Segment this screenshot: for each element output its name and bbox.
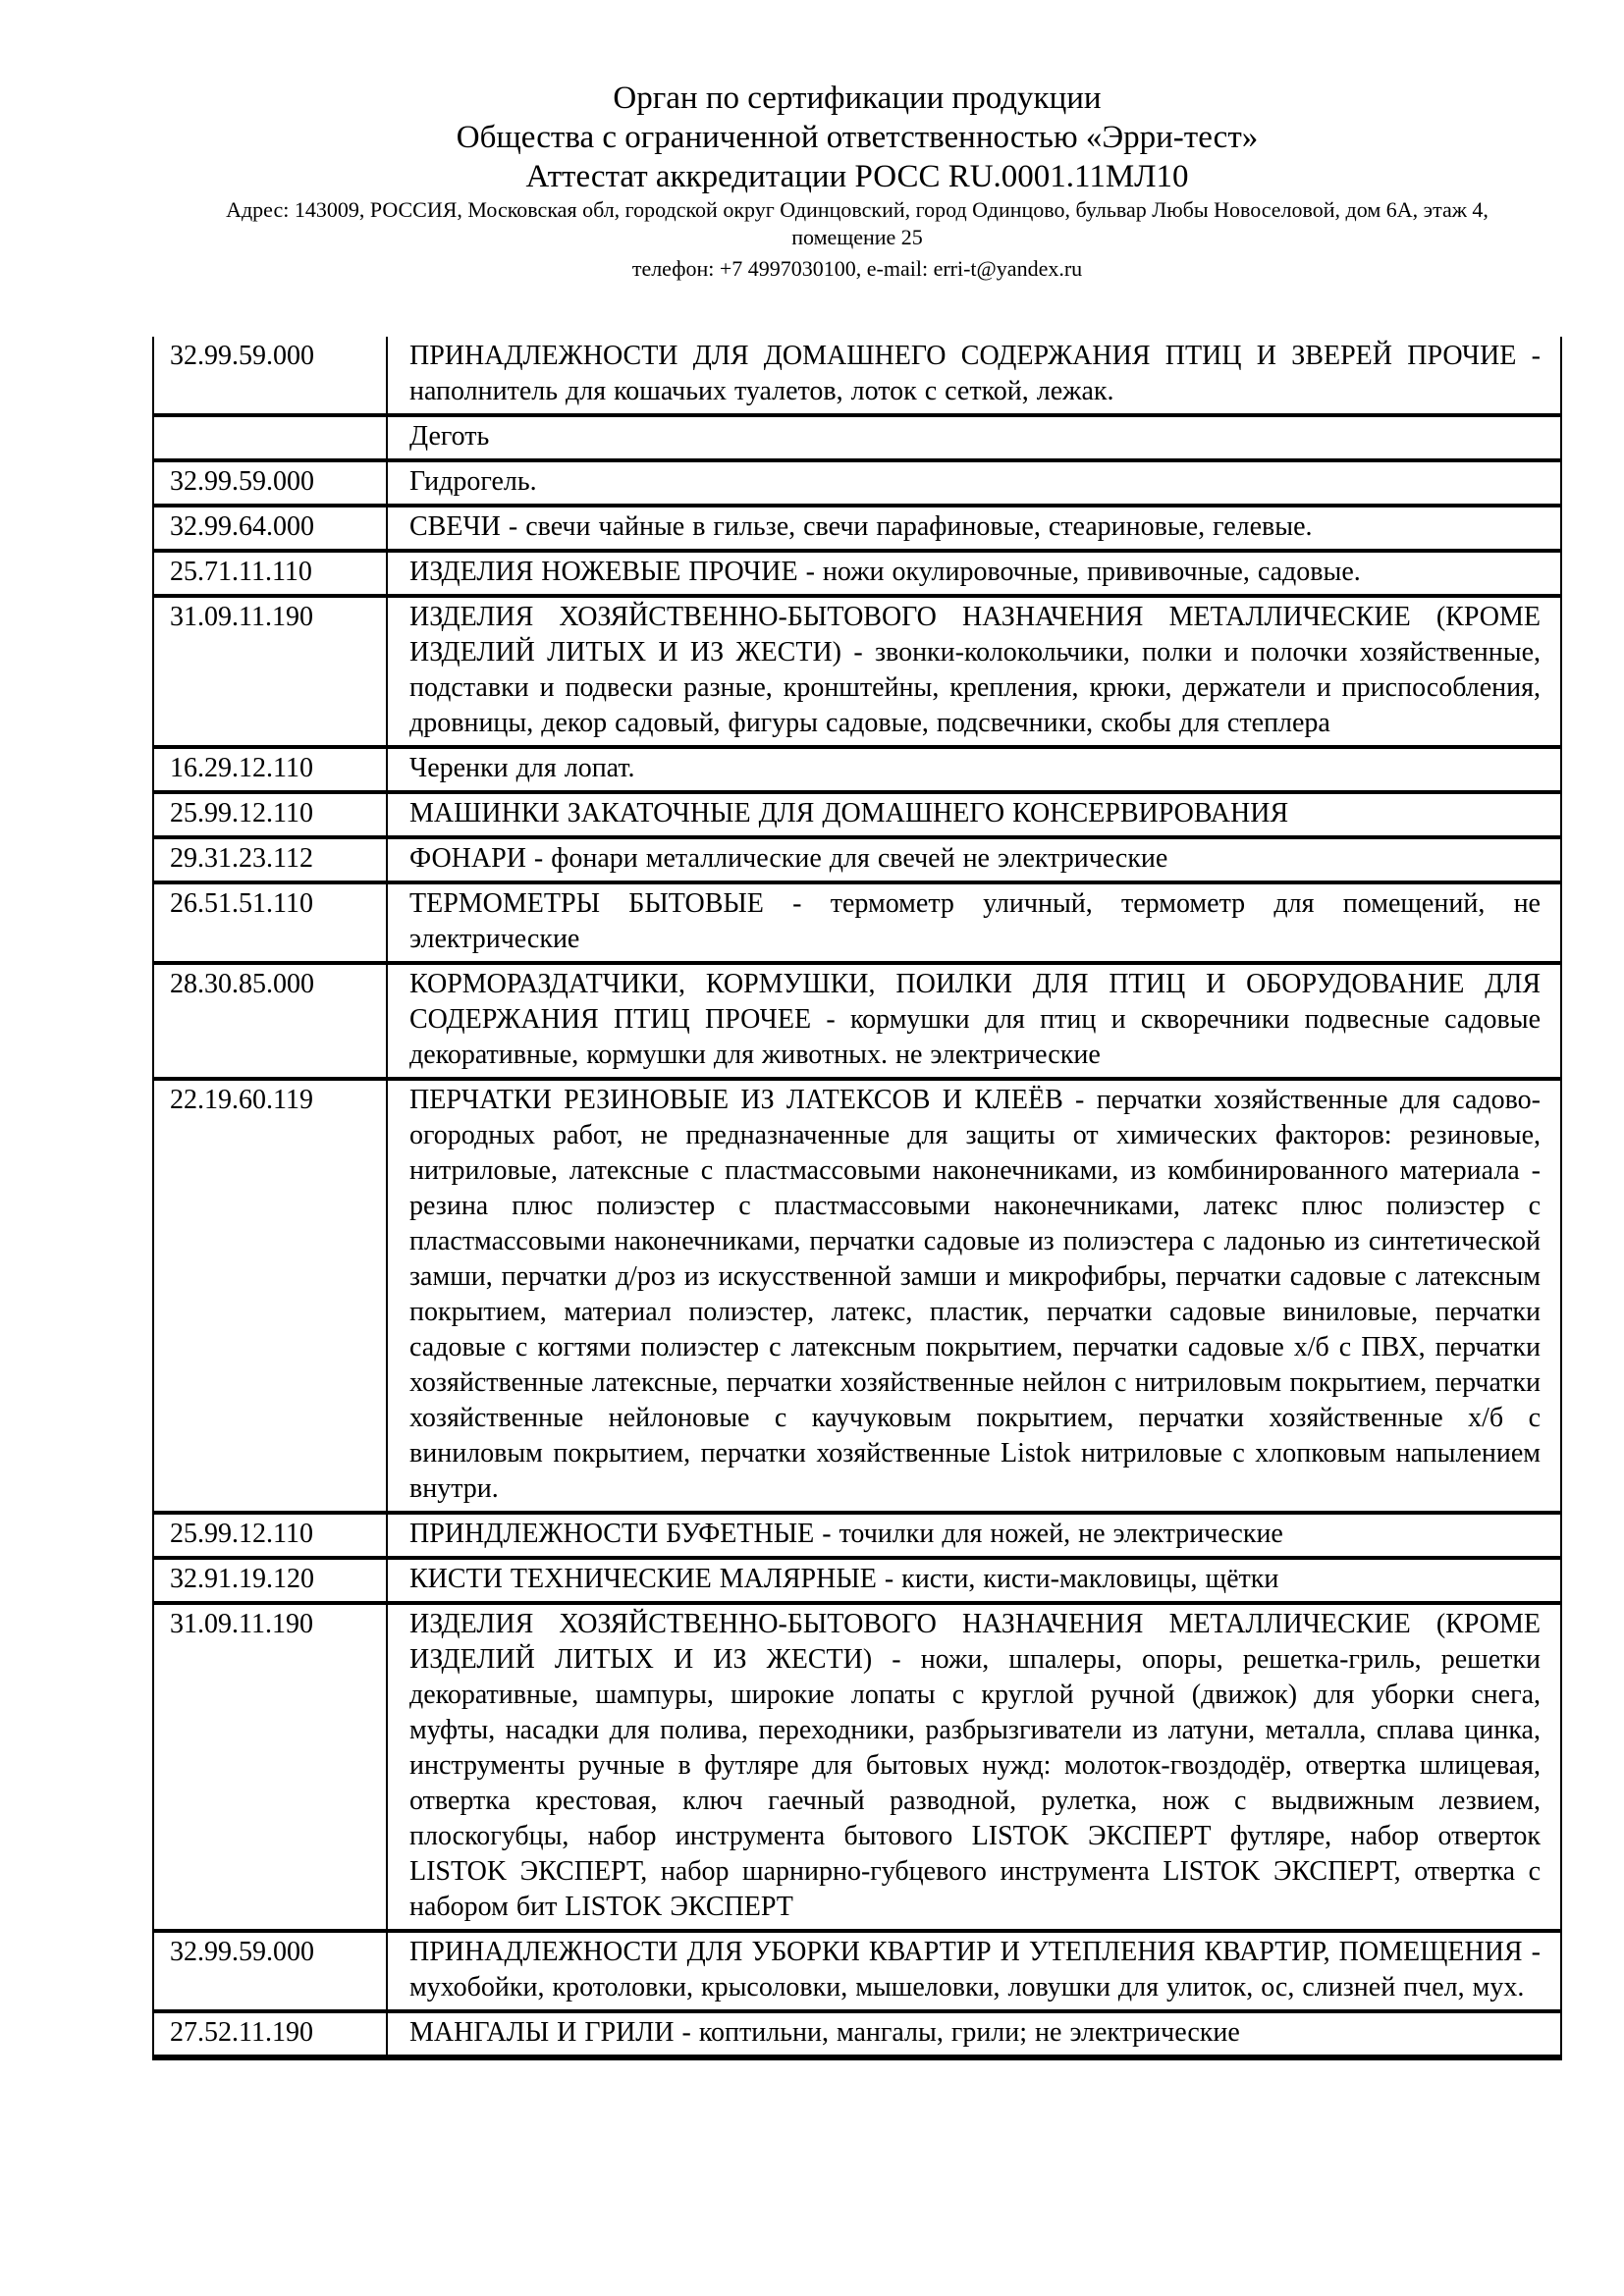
table-body: [153, 337, 1561, 2057]
product-name: ИЗДЕЛИЯ ХОЗЯЙСТВЕННО-БЫТОВОГО НАЗНАЧЕНИЯ МЕТАЛЛИЧЕСКИЕ (КРОМЕ ИЗДЕЛИЙ ЛИТЫХ И ИЗ ЖЕСТИ): [409, 602, 1541, 667]
product-description: кормушки для птиц и скворечники подвесные садовые декоративные, кормушки для животных. не электрические: [409, 1004, 1542, 1070]
name-desc-separator: -: [797, 557, 823, 587]
table-row: [153, 837, 1561, 882]
document-header: [152, 79, 1562, 283]
product-description-cell: [387, 963, 1561, 1079]
table-row: [153, 1513, 1561, 1558]
product-code: 31.09.11.190: [170, 1609, 313, 1639]
product-name: Гидрогель.: [409, 466, 537, 497]
product-code-cell: [153, 460, 387, 506]
table-row: [153, 460, 1561, 506]
product-code: 32.99.59.000: [170, 1937, 314, 1967]
product-description-cell: [387, 460, 1561, 506]
product-name: ИЗДЕЛИЯ НОЖЕВЫЕ ПРОЧИЕ: [409, 557, 798, 587]
product-description: звонки-колокольчики, полки и полочки хозяйственные, подставки и подвески разные, кронштейны, крепления, крюки, держатели и приспособления, дровницы, декор садовый, фигуры садовые, подсвечники, скобы для степлера: [409, 637, 1542, 738]
product-description-cell: [387, 882, 1561, 963]
product-codes-table: [152, 337, 1562, 2060]
product-name: ПРИНДЛЕЖНОСТИ БУФЕТНЫЕ: [409, 1519, 815, 1549]
table-row: [153, 747, 1561, 792]
product-description: наполнитель для кошачьих туалетов, лоток с сеткой, лежак.: [409, 376, 1114, 406]
product-code: 25.71.11.110: [170, 557, 312, 587]
name-desc-separator: -: [763, 888, 831, 919]
name-desc-separator: -: [674, 2017, 699, 2048]
product-name: ТЕРМОМЕТРЫ БЫТОВЫЕ: [409, 888, 764, 919]
product-description-cell: [387, 792, 1561, 837]
product-description-cell: [387, 1558, 1561, 1603]
product-name: ПРИНАДЛЕЖНОСТИ ДЛЯ УБОРКИ КВАРТИР И УТЕПЛЕНИЯ КВАРТИР, ПОМЕЩЕНИЯ: [409, 1937, 1523, 1967]
product-description: перчатки хозяйственные для садово-огородных работ, не предназначенные для защиты от химических факторов: резиновые, нитриловые, латексные с пластмассовыми наконечниками, из комбинированного материала - резина плюс полиэстер с пластмассовыми наконечниками, латекс плюс полиэстер с пластмассовыми наконечниками, перчатки садовые из полиэстера с ладонью из синтетической замши, перчатки д/роз из искусственной замши и микрофибры, перчатки садовые с латексным покрытием, материал полиэстер, латекс, пластик, перчатки садовые виниловые, перчатки садовые с когтями полиэстер с латексным покрытием, перчатки садовые х/б с ПВХ, перчатки хозяйственные латексные, перчатки хозяйственные нейлон с нитриловым покрытием, перчатки хозяйственные нейлоновые с каучуковым покрытием, перчатки хозяйственные х/б с виниловым покрытием, перчатки хозяйственные Listok нитриловые с хлопковым напылением внутри.: [409, 1085, 1542, 1504]
product-description: коптильни, мангалы, грили; не электрические: [698, 2017, 1240, 2048]
product-code-cell: [153, 415, 387, 460]
product-code-cell: [153, 506, 387, 551]
product-description-cell: [387, 1603, 1561, 1931]
product-code: 22.19.60.119: [170, 1085, 313, 1115]
table-row: [153, 1558, 1561, 1603]
product-description: термометр уличный, термометр для помещений, не электрические: [409, 888, 1541, 954]
product-code: 27.52.11.190: [170, 2017, 313, 2048]
product-description: фонари металлические для свечей не электрические: [551, 843, 1168, 874]
company-name-line: Общества с ограниченной ответственностью «Эрри-тест»: [456, 120, 1259, 155]
product-code-cell: [153, 2011, 387, 2057]
product-code-cell: [153, 337, 387, 415]
product-code-cell: [153, 551, 387, 596]
name-desc-separator: -: [525, 843, 552, 874]
product-description-cell: [387, 1079, 1561, 1513]
name-desc-separator: -: [841, 637, 875, 667]
product-code: 32.91.19.120: [170, 1564, 314, 1594]
accreditation-attestat-line: Аттестат аккредитации РОСС RU.0001.11МЛ10: [525, 159, 1189, 194]
table-row: [153, 551, 1561, 596]
product-name: МАШИНКИ ЗАКАТОЧНЫЕ ДЛЯ ДОМАШНЕГО КОНСЕРВИРОВАНИЯ: [409, 798, 1289, 828]
table-row: [153, 506, 1561, 551]
name-desc-separator: -: [876, 1564, 902, 1594]
name-desc-separator: -: [500, 511, 526, 542]
product-description-cell: [387, 337, 1561, 415]
product-code: 32.99.59.000: [170, 341, 314, 371]
table-row: [153, 337, 1561, 415]
product-description-cell: [387, 747, 1561, 792]
product-description-cell: [387, 1513, 1561, 1558]
table-row: [153, 2011, 1561, 2057]
product-code: 32.99.64.000: [170, 511, 314, 542]
product-code: 31.09.11.190: [170, 602, 313, 632]
name-desc-separator: -: [872, 1644, 921, 1675]
product-description-cell: [387, 1931, 1561, 2011]
name-desc-separator: -: [1062, 1085, 1097, 1115]
product-code: 29.31.23.112: [170, 843, 313, 874]
product-name: Деготь: [409, 421, 490, 452]
name-desc-separator: -: [814, 1519, 839, 1549]
table-row: [153, 792, 1561, 837]
product-code: 26.51.51.110: [170, 888, 313, 919]
product-code: 25.99.12.110: [170, 1519, 313, 1549]
product-description: свечи чайные в гильзе, свечи парафиновые, стеариновые, гелевые.: [525, 511, 1313, 542]
product-code-cell: [153, 792, 387, 837]
product-code: 32.99.59.000: [170, 466, 314, 497]
name-desc-separator: -: [1522, 1937, 1541, 1967]
product-code-cell: [153, 1513, 387, 1558]
product-code-cell: [153, 837, 387, 882]
product-name: СВЕЧИ: [409, 511, 501, 542]
product-description: ножи, шпалеры, опоры, решетка-гриль, решетки декоративные, шампуры, широкие лопаты с круглой ручной (движок) для уборки снега, муфты, насадки для полива, переходники, разбрызгиватели из латуни, металла, сплава цинка, инструменты ручные в футляре для бытовых нужд: молоток-гвоздодёр, отвертка шлицевая, отвертка крестовая, ключ гаечный разводной, рулетка, нож с выдвижным лезвием, плоскогубцы, набор инструмента бытового LISTOK ЭКСПЕРТ футляре, набор отверток LISTOK ЭКСПЕРТ, набор шарнирно-губцевого инструмента LISTOK ЭКСПЕРТ, отвертка с набором бит LISTOK ЭКСПЕРТ: [409, 1644, 1541, 1922]
product-code: 28.30.85.000: [170, 969, 314, 999]
product-name: ПЕРЧАТКИ РЕЗИНОВЫЕ ИЗ ЛАТЕКСОВ И КЛЕЁВ: [409, 1085, 1063, 1115]
name-desc-separator: -: [811, 1004, 850, 1035]
product-description: ножи окулировочные, прививочные, садовые.: [822, 557, 1361, 587]
certification-body-line: Орган по сертификации продукции: [613, 80, 1102, 116]
product-name: МАНГАЛЫ И ГРИЛИ: [409, 2017, 675, 2048]
table-row: [153, 963, 1561, 1079]
product-description-cell: [387, 596, 1561, 747]
product-name: ИЗДЕЛИЯ ХОЗЯЙСТВЕННО-БЫТОВОГО НАЗНАЧЕНИЯ МЕТАЛЛИЧЕСКИЕ (КРОМЕ ИЗДЕЛИЙ ЛИТЫХ И ИЗ ЖЕСТИ): [409, 1609, 1541, 1675]
product-code-cell: [153, 1603, 387, 1931]
product-code-cell: [153, 596, 387, 747]
product-name: КИСТИ ТЕХНИЧЕСКИЕ МАЛЯРНЫЕ: [409, 1564, 877, 1594]
table-row: [153, 1603, 1561, 1931]
product-name: ПРИНАДЛЕЖНОСТИ ДЛЯ ДОМАШНЕГО СОДЕРЖАНИЯ ПТИЦ И ЗВЕРЕЙ ПРОЧИЕ: [409, 341, 1517, 371]
table-row: [153, 415, 1561, 460]
product-code-cell: [153, 963, 387, 1079]
table-row: [153, 1079, 1561, 1513]
product-code-cell: [153, 1931, 387, 2011]
product-description: мухобойки, кротоловки, крысоловки, мышеловки, ловушки для улиток, ос, слизней пчел, мух.: [409, 1972, 1525, 2002]
product-name: Черенки для лопат.: [409, 753, 635, 783]
product-code: 16.29.12.110: [170, 753, 313, 783]
product-description-cell: [387, 506, 1561, 551]
address-line-2: помещение 25: [791, 225, 923, 249]
product-name: ФОНАРИ: [409, 843, 526, 874]
product-code-cell: [153, 1558, 387, 1603]
table-row: [153, 1931, 1561, 2011]
product-description: кисти, кисти-макловицы, щётки: [901, 1564, 1279, 1594]
product-name: КОРМОРАЗДАТЧИКИ, КОРМУШКИ, ПОИЛКИ ДЛЯ ПТИЦ И ОБОРУДОВАНИЕ ДЛЯ СОДЕРЖАНИЯ ПТИЦ ПРОЧЕЕ: [409, 969, 1541, 1035]
contact-line: телефон: +7 4997030100, e-mail: erri-t@yandex.ru: [631, 256, 1083, 281]
product-description-cell: [387, 551, 1561, 596]
product-description-cell: [387, 2011, 1561, 2057]
product-code-cell: [153, 1079, 387, 1513]
product-code-cell: [153, 882, 387, 963]
product-description-cell: [387, 837, 1561, 882]
product-description: точилки для ножей, не электрические: [839, 1519, 1283, 1549]
table-row: [153, 596, 1561, 747]
product-code: 25.99.12.110: [170, 798, 313, 828]
address-line-1: Адрес: 143009, РОССИЯ, Московская обл, городской округ Одинцовский, город Одинцово, бульвар Любы Новоселовой, дом 6А, этаж 4,: [226, 197, 1489, 222]
product-description-cell: [387, 415, 1561, 460]
table-row: [153, 882, 1561, 963]
name-desc-separator: -: [1516, 341, 1542, 371]
product-code-cell: [153, 747, 387, 792]
